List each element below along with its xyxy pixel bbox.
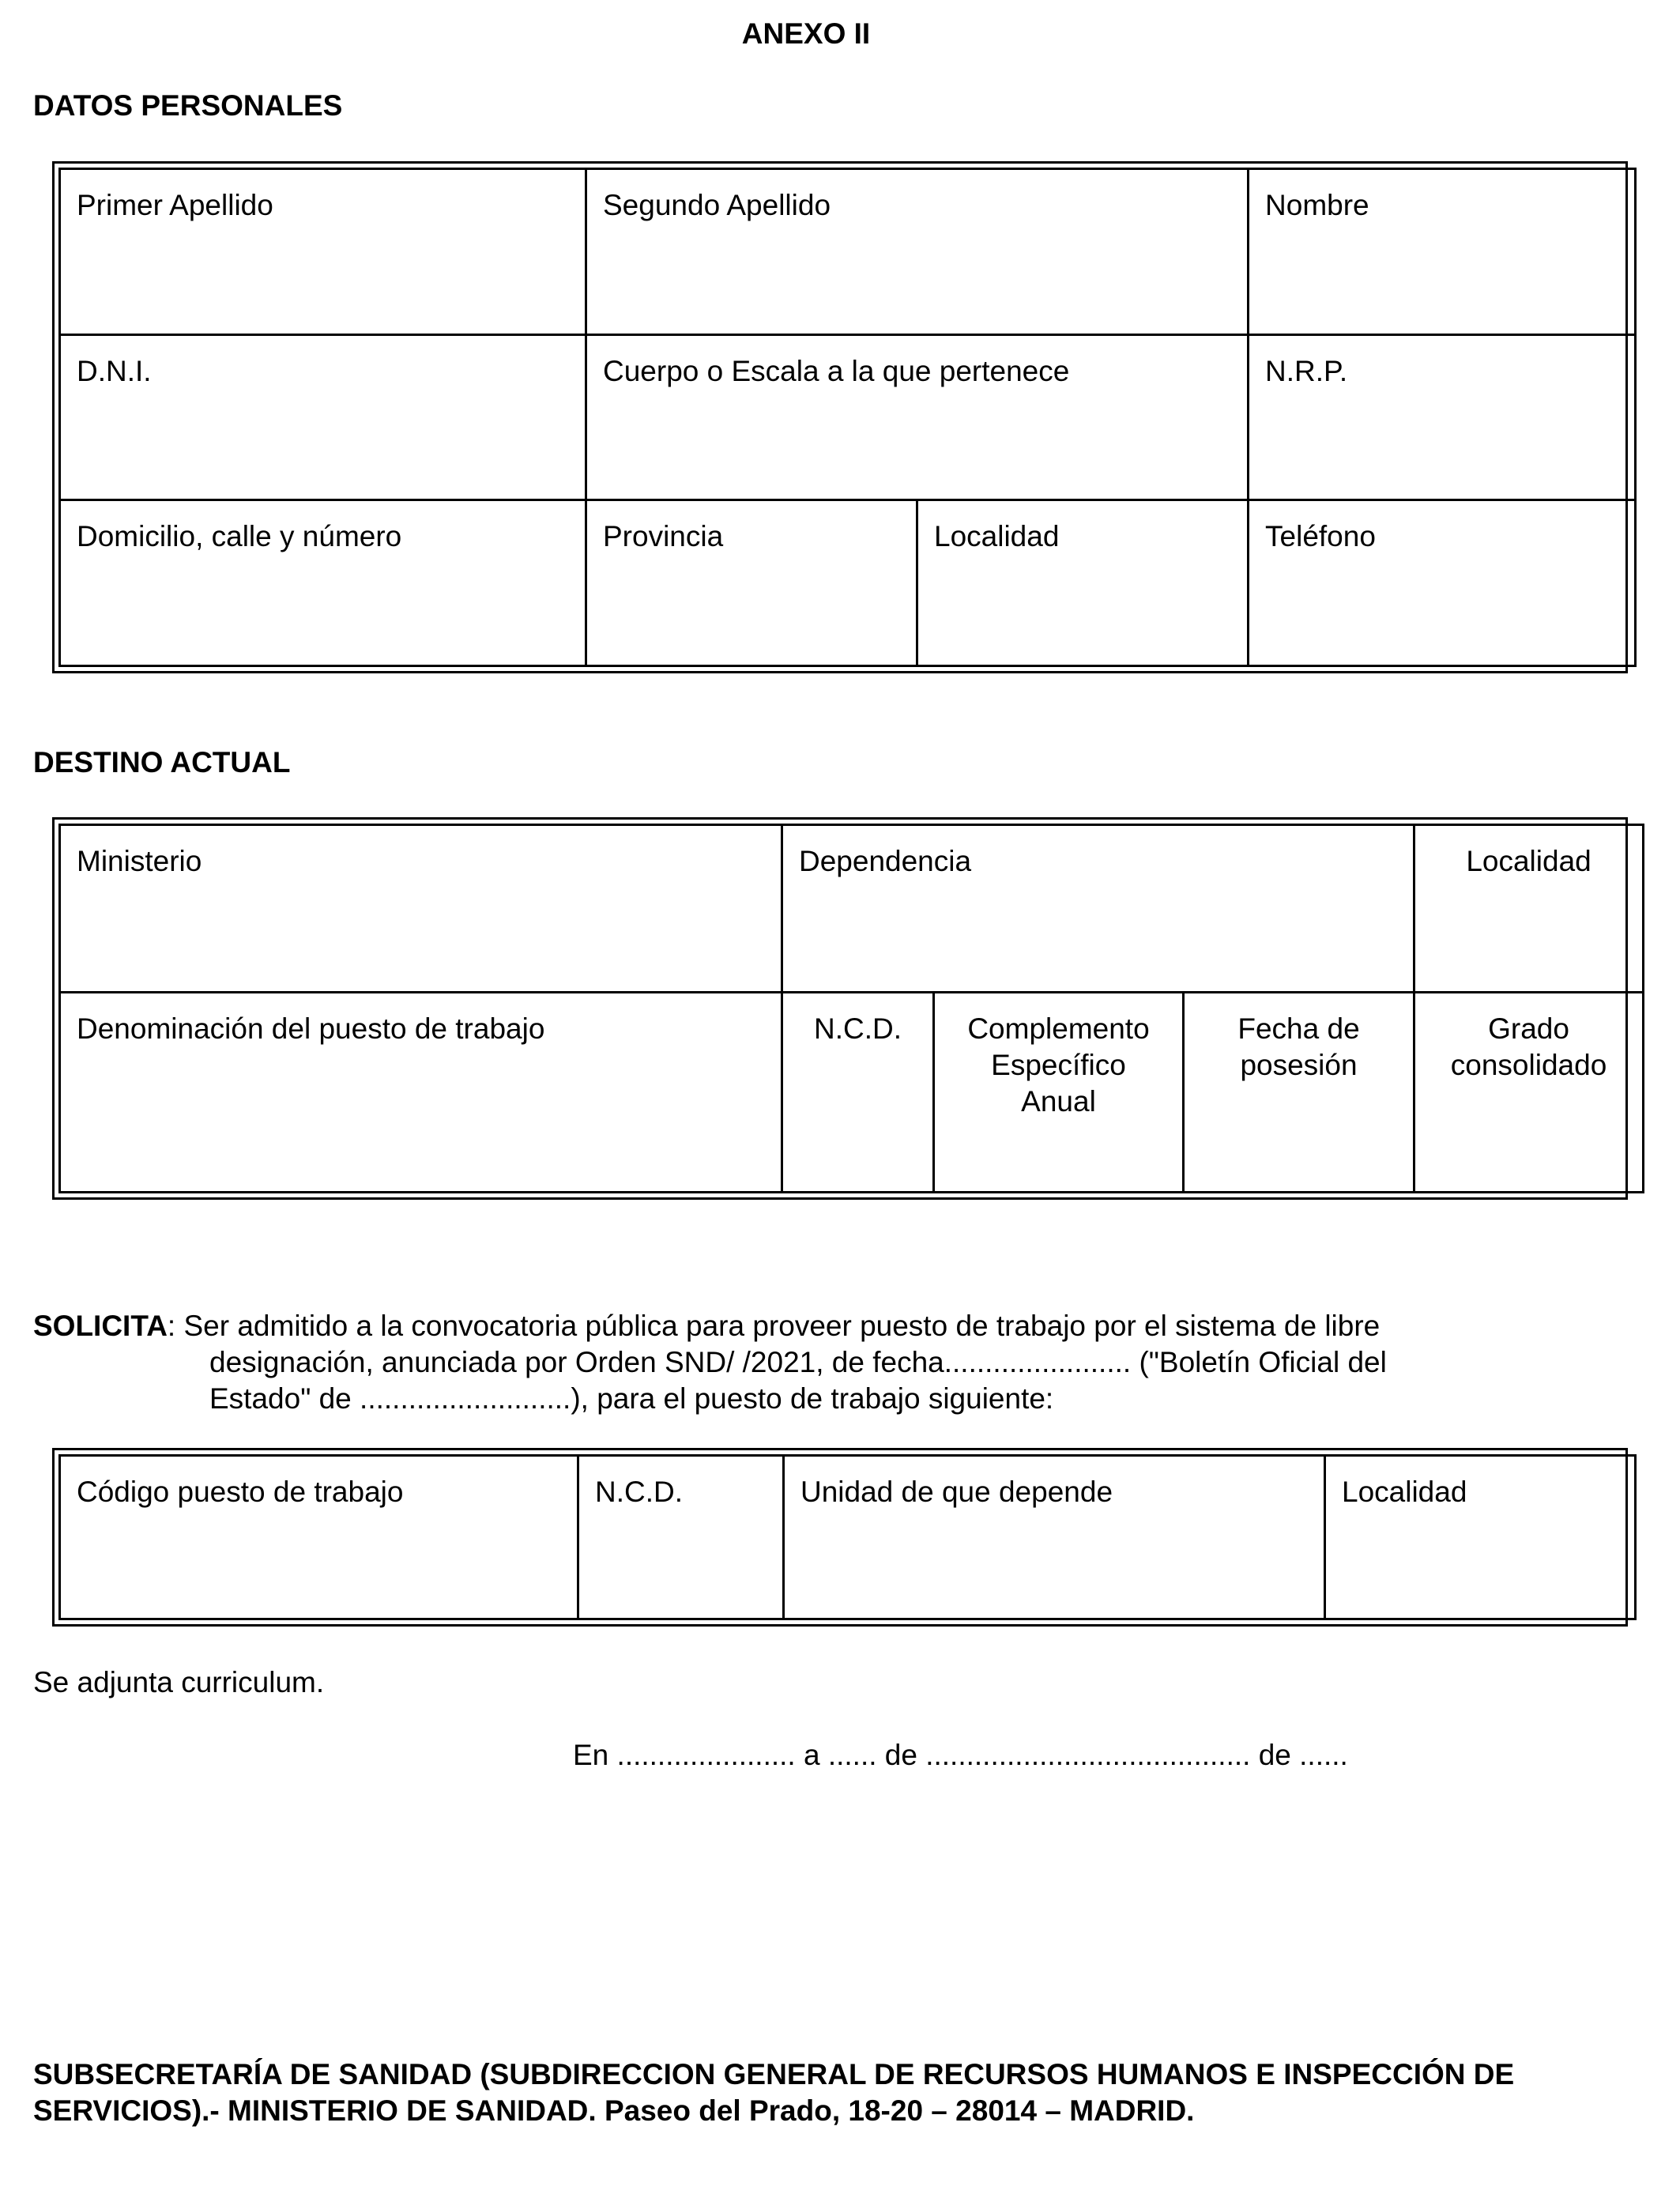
field-codigo-puesto[interactable]: Código puesto de trabajo	[60, 1456, 578, 1619]
field-localidad-destino[interactable]: Localidad	[1414, 825, 1644, 993]
field-dni[interactable]: D.N.I.	[60, 334, 586, 500]
puesto-table	[52, 1448, 1628, 1627]
field-telefono[interactable]: Teléfono	[1249, 500, 1636, 666]
field-localidad[interactable]: Localidad	[917, 500, 1249, 666]
solicita-line-2: designación, anunciada por Orden SND/ /2021, de fecha....................... ("Boletín Oficial del	[209, 1346, 1387, 1378]
page-title: ANEXO II	[741, 17, 871, 50]
section-heading-destino-actual: DESTINO ACTUAL	[33, 746, 291, 778]
field-provincia[interactable]: Provincia	[586, 500, 917, 666]
field-localidad-puesto[interactable]: Localidad	[1325, 1456, 1636, 1619]
section-heading-datos-personales: DATOS PERSONALES	[33, 89, 343, 122]
solicita-paragraph	[33, 1308, 1573, 1417]
destino-actual-table	[52, 817, 1628, 1200]
footer-line-2: SERVICIOS).- MINISTERIO DE SANIDAD. Paseo del Prado, 18-20 – 28014 – MADRID.	[33, 2094, 1195, 2127]
field-ncd[interactable]: N.C.D.	[782, 993, 934, 1193]
field-segundo-apellido[interactable]: Segundo Apellido	[586, 169, 1249, 335]
field-ncd-puesto[interactable]: N.C.D.	[578, 1456, 784, 1619]
adjunta-curriculum: Se adjunta curriculum.	[33, 1666, 325, 1698]
field-grado-consolidado[interactable]: Grado consolidado	[1414, 993, 1644, 1193]
footer-line-1: SUBSECRETARÍA DE SANIDAD (SUBDIRECCION GENERAL DE RECURSOS HUMANOS E INSPECCIÓN DE	[33, 2058, 1515, 2090]
field-nombre[interactable]: Nombre	[1249, 169, 1636, 335]
field-unidad-depende[interactable]: Unidad de que depende	[784, 1456, 1325, 1619]
field-primer-apellido[interactable]: Primer Apellido	[60, 169, 586, 335]
datos-personales-table	[52, 161, 1628, 673]
fecha-lugar-line: En ...................... a ...... de ........................................ de ......	[573, 1739, 1348, 1771]
solicita-line-1: : Ser admitido a la convocatoria pública para proveer puesto de trabajo por el sistema de libre	[167, 1310, 1381, 1342]
field-dependencia[interactable]: Dependencia	[782, 825, 1414, 993]
footer-address	[33, 2056, 1598, 2129]
solicita-label: SOLICITA	[33, 1310, 168, 1342]
solicita-line-3: Estado" de ..........................), para el puesto de trabajo siguiente:	[209, 1382, 1054, 1415]
field-denominacion-puesto[interactable]: Denominación del puesto de trabajo	[60, 993, 782, 1193]
field-complemento-especifico[interactable]: Complemento Específico Anual	[934, 993, 1184, 1193]
field-domicilio[interactable]: Domicilio, calle y número	[60, 500, 586, 666]
field-nrp[interactable]: N.R.P.	[1249, 334, 1636, 500]
field-ministerio[interactable]: Ministerio	[60, 825, 782, 993]
field-cuerpo-escala[interactable]: Cuerpo o Escala a la que pertenece	[586, 334, 1249, 500]
field-fecha-posesion[interactable]: Fecha de posesión	[1184, 993, 1414, 1193]
